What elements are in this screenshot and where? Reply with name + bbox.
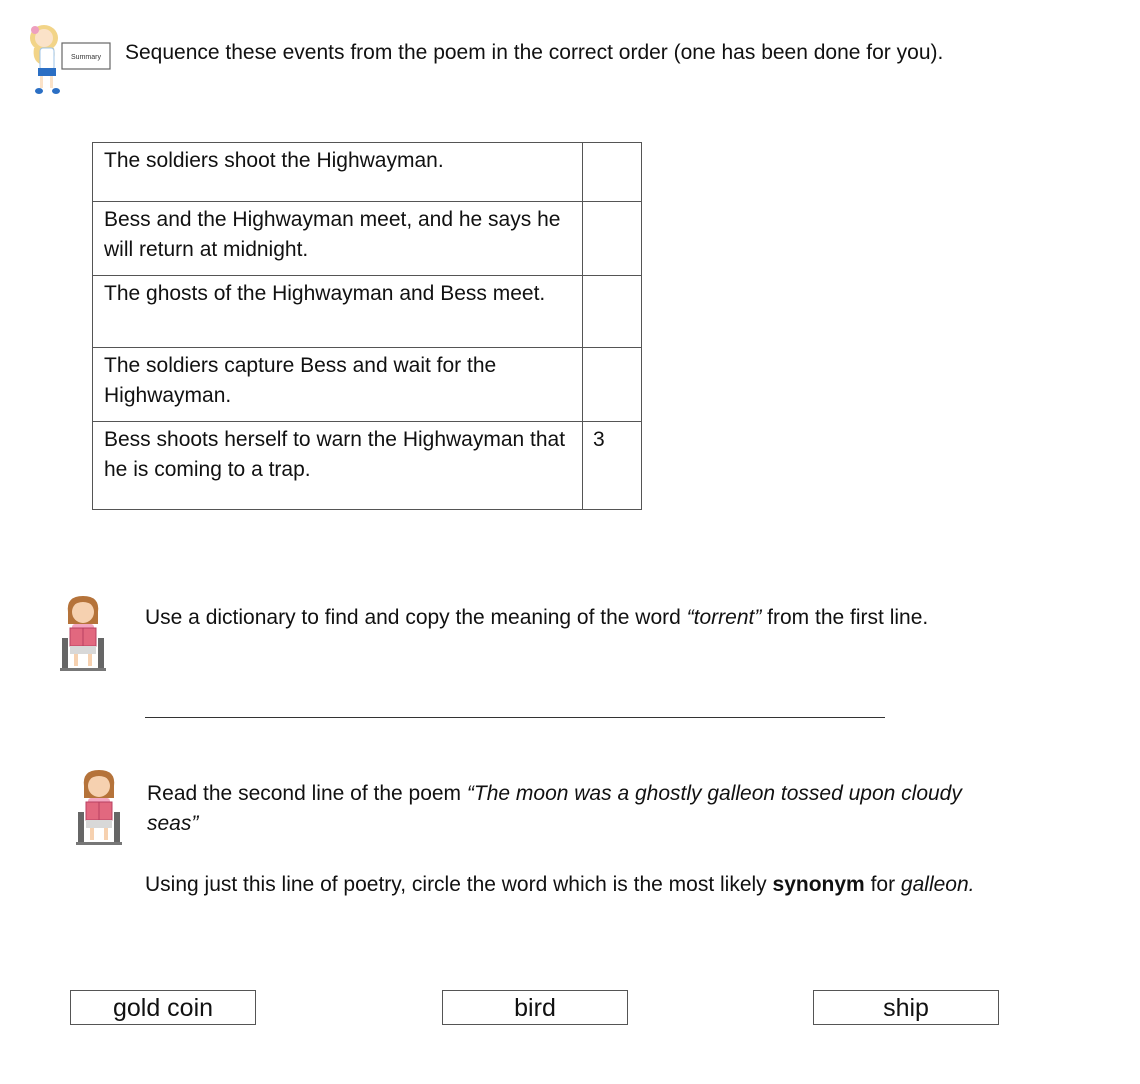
event-cell: The soldiers capture Bess and wait for the Highwayman. xyxy=(93,348,583,422)
summary-sign-label: Summary xyxy=(71,54,101,61)
synonym-question xyxy=(145,870,1005,900)
table-row xyxy=(93,422,642,510)
target-word: galleon. xyxy=(900,873,975,896)
question-text: from the first line. xyxy=(761,606,929,629)
table-row xyxy=(93,202,642,276)
dictionary-question xyxy=(145,603,1005,633)
order-cell[interactable]: 3 xyxy=(583,422,642,510)
question-text: for xyxy=(864,873,901,896)
option-ship[interactable]: ship xyxy=(813,990,999,1025)
event-cell: The soldiers shoot the Highwayman. xyxy=(93,143,583,202)
event-cell: The ghosts of the Highwayman and Bess meet. xyxy=(93,276,583,348)
order-cell[interactable] xyxy=(583,143,642,202)
question-text: Using just this line of poetry, circle the word which is the most likely xyxy=(145,873,773,896)
target-word: “torrent” xyxy=(686,606,762,629)
poem-line-prompt xyxy=(147,779,1007,839)
order-cell[interactable] xyxy=(583,276,642,348)
sequence-table xyxy=(92,142,642,510)
reading-wheelchair-girl-icon xyxy=(58,594,108,674)
option-bird[interactable]: bird xyxy=(442,990,628,1025)
order-cell[interactable] xyxy=(583,202,642,276)
question-text: Use a dictionary to find and copy the meaning of the word xyxy=(145,606,687,629)
table-row xyxy=(93,143,642,202)
prompt-text: Read the second line of the poem xyxy=(147,782,467,805)
reading-wheelchair-girl-icon xyxy=(74,768,124,848)
table-row xyxy=(93,276,642,348)
option-gold-coin[interactable]: gold coin xyxy=(70,990,256,1025)
event-cell: Bess shoots herself to warn the Highwayman that he is coming to a trap. xyxy=(93,422,583,510)
table-row xyxy=(93,348,642,422)
keyword-synonym: synonym xyxy=(772,873,865,896)
summary-girl-icon xyxy=(26,18,121,100)
event-cell: Bess and the Highwayman meet, and he says he will return at midnight. xyxy=(93,202,583,276)
sequence-instruction: Sequence these events from the poem in the correct order (one has been done for you). xyxy=(125,41,944,64)
order-cell[interactable] xyxy=(583,348,642,422)
answer-line[interactable] xyxy=(145,717,885,718)
poem-quote: “The moon was a ghostly galleon tossed upon cloudy seas” xyxy=(147,782,962,835)
